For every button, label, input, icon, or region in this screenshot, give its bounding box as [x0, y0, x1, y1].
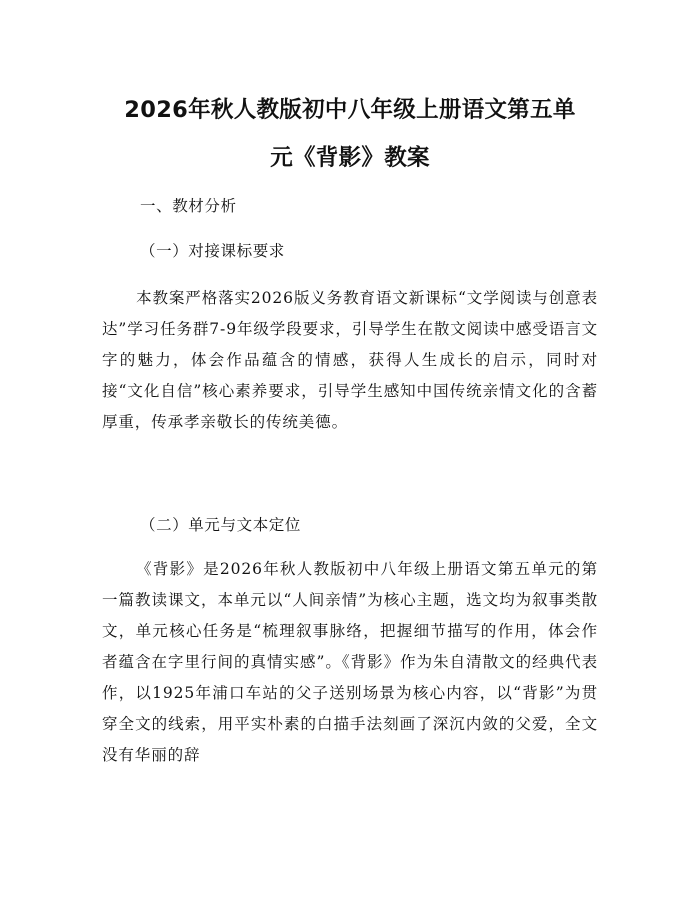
subsection-heading-curriculum-requirements: （一）对接课标要求	[140, 242, 285, 260]
document-title-line-1: 2026年秋人教版初中八年级上册语文第五单	[124, 97, 576, 123]
paragraph-unit-text-positioning: 《背影》是2026年秋人教版初中八年级上册语文第五单元的第一篇教读课文，本单元以“人间亲情”为核心主题，选文均为叙事类散文，单元核心任务是“梳理叙事脉络，把握细节描写的作用，体会作者蕴含在字里行间的真情实感”。《背影》作为朱自清散文的经典代表作，以1925年浦口车站的父子送别场景为核心内容，以“背影”为贯穿全文的线索，用平实朴素的白描手法刻画了深沉内敛的父爱，全文没有华丽的辞	[102, 560, 598, 764]
document-title	[100, 86, 600, 182]
document-title-line-2: 元《背影》教案	[270, 145, 430, 171]
paragraph-curriculum-requirements: 本教案严格落实2026版义务教育语文新课标“文学阅读与创意表达”学习任务群7-9年级学段要求，引导学生在散文阅读中感受语言文字的魅力，体会作品蕴含的情感，获得人生成长的启示，同时对接“文化自信”核心素养要求，引导学生感知中国传统亲情文化的含蓄厚重，传承孝亲敬长的传统美德。	[102, 289, 598, 431]
section-heading-textbook-analysis: 一、教材分析	[140, 197, 237, 215]
subsection-heading-unit-text-positioning: （二）单元与文本定位	[140, 516, 302, 534]
